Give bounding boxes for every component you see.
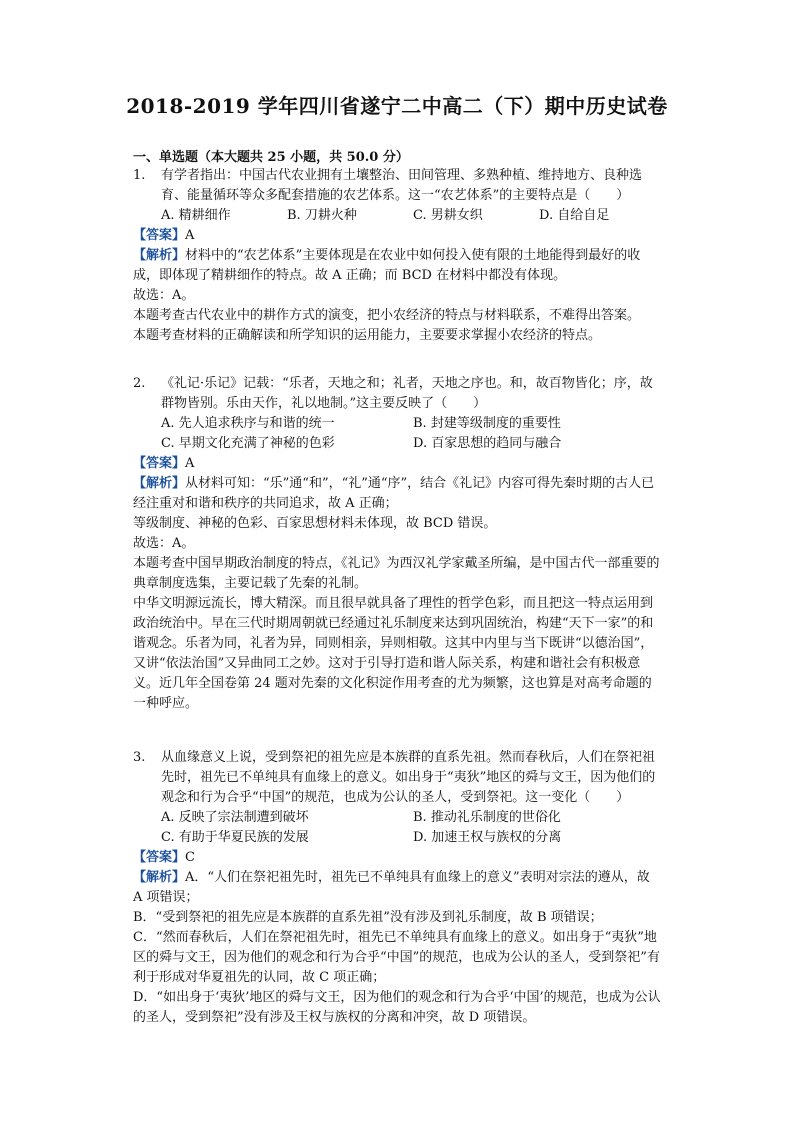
answer-line (133, 454, 663, 474)
section-heading: 一、单选题（本大题共 25 小题，共 50.0 分） (133, 150, 409, 165)
analysis (133, 474, 663, 714)
options (161, 414, 663, 454)
answer-tag: 【答案】 (133, 456, 186, 471)
option-c: C. 有助于华夏民族的发展 (161, 830, 309, 845)
analysis-line: 【解析】从材料可知：“乐”通“和”，“礼”通“序”，结合《礼记》内容可得先秦时期的古人已经注重对和谐和秩序的共同追求，故 A 正确； (133, 476, 655, 511)
question-number: 2. (133, 376, 146, 391)
analysis-line: 中华文明源远流长，博大精深。而且很早就具备了理性的哲学色彩，而且把这一特点运用到政治统治中。早在三代时期周朝就已经通过礼乐制度来达到巩固统治，构建“天下一家”的和谐观念。乐者为同，礼者为异，同则相亲，异则相敬。这其中内里与当下既讲“以德治国”，又讲“依法治国”又异曲同工之妙。这对于引导打造和谐人际关系，构建和谐社会有积极意义。近几年全国卷第 24 题对先秦的文化积淀作用考查的尤为频繁，这也算是对高考命题的一种呼应。 (133, 596, 654, 711)
analysis-line: 本题考查材料的正确解读和所学知识的运用能力，主要要求掌握小农经济的特点。 (133, 328, 602, 343)
page-title: 2018-2019 学年四川省遂宁二中高二（下）期中历史试卷 (126, 94, 668, 118)
question-stem: 《礼记·乐记》记载：“乐者，天地之和；礼者，天地之序也。和，故百物皆化；序，故群物皆别。乐由天作，礼以地制。”这主要反映了（ ） (161, 376, 653, 411)
option-a: A. 先人追求秩序与和谐的统一 (161, 416, 335, 431)
analysis-line: 本题考查中国早期政治制度的特点，《礼记》为西汉礼学家戴圣所编，是中国古代一部重要的典章制度选集，主要记载了先秦的礼制。 (133, 556, 660, 591)
option-a: A. 精耕细作 (161, 208, 231, 223)
answer-tag: 【答案】 (133, 850, 186, 865)
answer-value: A (185, 456, 195, 471)
analysis-tag: 【解析】 (133, 870, 186, 885)
option-c: C. 早期文化充满了神秘的色彩 (161, 436, 335, 451)
question-2 (133, 374, 663, 714)
option-b: B. 刀耕火种 (287, 208, 357, 223)
analysis-line: 故选：A。 (133, 288, 195, 303)
answer-line (133, 848, 663, 868)
option-b: B. 推动礼乐制度的世俗化 (413, 810, 561, 825)
option-c: C. 男耕女织 (413, 208, 483, 223)
answer-tag: 【答案】 (133, 228, 186, 243)
analysis (133, 246, 663, 346)
question-1 (133, 166, 663, 346)
question-3 (133, 748, 663, 1028)
option-b: B. 封建等级制度的重要性 (413, 416, 561, 431)
option-d: D. 百家思想的趋同与融合 (413, 436, 562, 451)
analysis (133, 868, 663, 1028)
analysis-tag: 【解析】 (133, 248, 186, 263)
question-stem: 从血缘意义上说，受到祭祀的祖先应是本族群的直系先祖。然而春秋后，人们在祭祀祖先时，祖先已不单纯具有血缘上的意义。如出身于“夷狄”地区的舜与文王，因为他们的观念和行为合乎“中国”的规范，也成为公认的圣人，受到祭祀。这一变化（ ） (161, 750, 656, 805)
options (161, 808, 663, 848)
analysis-line: 【解析】A．“人们在祭祀祖先时，祖先已不单纯具有血缘上的意义”表明对宗法的遵从，故 A 项错误； (133, 870, 650, 905)
analysis-line: 本题考查古代农业中的耕作方式的演变，把小农经济的特点与材料联系，不难得出答案。 (133, 308, 641, 323)
options (161, 206, 663, 226)
answer-line (133, 226, 663, 246)
analysis-line: 【解析】材料中的“农艺体系”主要体现是在农业中如何投入使有限的土地能得到最好的收成，即体现了精耕细作的特点。故 A 正确；而 BCD 在材料中都没有体现。 (133, 248, 641, 283)
question-stem: 有学者指出：中国古代农业拥有土壤整治、田间管理、多熟种植、维持地方、良种选育、能量循环等众多配套措施的农艺体系。这一“农艺体系”的主要特点是（ ） (161, 168, 643, 203)
question-number: 1. (133, 168, 146, 183)
analysis-line: 等级制度、神秘的色彩、百家思想材料未体现，故 BCD 错误。 (133, 516, 497, 531)
analysis-line: B．“受到祭祀的祖先应是本族群的直系先祖”没有涉及到礼乐制度，故 B 项错误； (133, 910, 603, 925)
answer-value: A (185, 228, 195, 243)
option-a: A. 反映了宗法制遭到破坏 (161, 810, 309, 825)
option-d: D. 加速王权与族权的分离 (413, 830, 562, 845)
question-number: 3. (133, 750, 146, 765)
answer-value: C (185, 850, 195, 865)
analysis-line: C．“然而春秋后，人们在祭祀祖先时，祖先已不单纯具有血缘上的意义。如出身于“夷狄”地区的舜与文王，因为他们的观念和行为合乎“中国”的规范，也成为公认的圣人，受到祭祀”有利于形成对华夏祖先的认同，故 C 项正确； (133, 930, 660, 985)
analysis-tag: 【解析】 (133, 476, 186, 491)
analysis-line: 故选：A。 (133, 536, 195, 551)
analysis-line: D．“如出身于‘夷狄’地区的舜与文王，因为他们的观念和行为合乎‘中国’的规范，也成为公认的圣人，受到祭祀”没有涉及王权与族权的分离和冲突，故 D 项错误。 (133, 990, 661, 1025)
option-d: D. 自给自足 (539, 208, 610, 223)
